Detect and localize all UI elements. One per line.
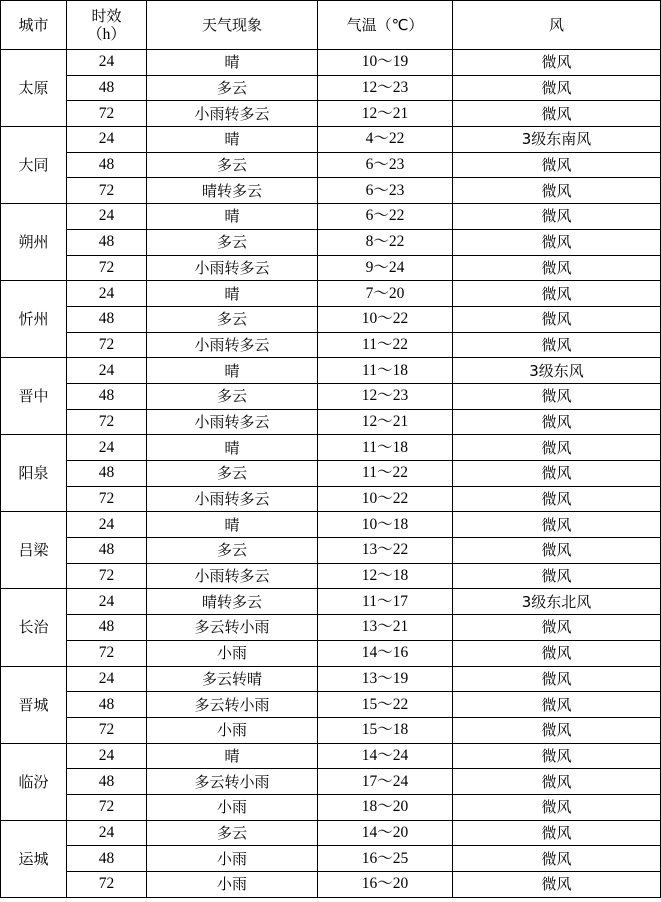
wind-cell: 微风	[453, 692, 661, 718]
wind-cell: 微风	[453, 846, 661, 872]
temp-cell: 13～21	[318, 615, 453, 641]
hour-cell: 24	[67, 435, 147, 461]
wind-cell: 微风	[453, 743, 661, 769]
weather-cell: 多云	[147, 538, 318, 564]
hour-cell: 72	[67, 178, 147, 204]
wind-cell: 微风	[453, 435, 661, 461]
temp-cell: 17～24	[318, 769, 453, 795]
table-row	[1, 692, 661, 718]
hour-cell: 72	[67, 332, 147, 358]
weather-cell: 晴转多云	[147, 589, 318, 615]
city-cell: 大同	[1, 127, 67, 204]
hour-cell: 48	[67, 152, 147, 178]
table-row	[1, 640, 661, 666]
hour-cell: 72	[67, 101, 147, 127]
wind-cell: 微风	[453, 383, 661, 409]
wind-cell: 微风	[453, 204, 661, 230]
city-cell: 晋中	[1, 358, 67, 435]
table-row	[1, 255, 661, 281]
hour-cell: 24	[67, 281, 147, 307]
wind-cell: 微风	[453, 409, 661, 435]
weather-cell: 多云	[147, 229, 318, 255]
weather-cell: 多云	[147, 75, 318, 101]
temp-cell: 13～22	[318, 538, 453, 564]
city-cell: 临汾	[1, 743, 67, 820]
wind-cell: 微风	[453, 538, 661, 564]
wind-cell: 微风	[453, 794, 661, 820]
temp-cell: 7～20	[318, 281, 453, 307]
hour-cell: 48	[67, 538, 147, 564]
table-row	[1, 101, 661, 127]
temp-cell: 10～22	[318, 486, 453, 512]
weather-cell: 小雨转多云	[147, 409, 318, 435]
hour-cell: 48	[67, 846, 147, 872]
table-row	[1, 229, 661, 255]
temp-cell: 14～24	[318, 743, 453, 769]
temp-cell: 11～18	[318, 435, 453, 461]
table-body	[1, 50, 661, 898]
table-row	[1, 332, 661, 358]
hour-cell: 24	[67, 820, 147, 846]
hour-cell: 72	[67, 794, 147, 820]
hour-cell: 24	[67, 743, 147, 769]
temp-cell: 15～18	[318, 717, 453, 743]
weather-cell: 小雨转多云	[147, 101, 318, 127]
temp-cell: 15～22	[318, 692, 453, 718]
weather-cell: 小雨	[147, 640, 318, 666]
city-cell: 太原	[1, 50, 67, 127]
weather-cell: 晴	[147, 50, 318, 76]
wind-cell: 3级东北风	[453, 589, 661, 615]
hour-cell: 24	[67, 358, 147, 384]
table-row	[1, 743, 661, 769]
temp-cell: 12～18	[318, 563, 453, 589]
table-row	[1, 846, 661, 872]
hour-cell: 48	[67, 461, 147, 487]
temp-cell: 16～25	[318, 846, 453, 872]
table-row	[1, 872, 661, 898]
table-row	[1, 409, 661, 435]
wind-cell: 微风	[453, 306, 661, 332]
weather-cell: 小雨	[147, 846, 318, 872]
table-row	[1, 281, 661, 307]
weather-cell: 多云	[147, 383, 318, 409]
table-row	[1, 50, 661, 76]
wind-cell: 微风	[453, 281, 661, 307]
wind-cell: 微风	[453, 512, 661, 538]
weather-cell: 多云	[147, 461, 318, 487]
weather-cell: 多云转小雨	[147, 769, 318, 795]
wind-cell: 微风	[453, 872, 661, 898]
header-wind: 风	[453, 1, 661, 50]
city-cell: 晋城	[1, 666, 67, 743]
wind-cell: 3级东南风	[453, 127, 661, 153]
table-row	[1, 435, 661, 461]
header-city: 城市	[1, 1, 67, 50]
weather-cell: 晴	[147, 281, 318, 307]
temp-cell: 6～23	[318, 152, 453, 178]
hour-cell: 48	[67, 229, 147, 255]
temp-cell: 14～16	[318, 640, 453, 666]
temp-cell: 16～20	[318, 872, 453, 898]
table-row	[1, 306, 661, 332]
weather-cell: 晴	[147, 127, 318, 153]
temp-cell: 9～24	[318, 255, 453, 281]
temp-cell: 12～21	[318, 101, 453, 127]
table-row	[1, 589, 661, 615]
temp-cell: 12～23	[318, 75, 453, 101]
city-cell: 朔州	[1, 204, 67, 281]
weather-cell: 晴	[147, 358, 318, 384]
wind-cell: 微风	[453, 820, 661, 846]
weather-cell: 晴	[147, 743, 318, 769]
table-row	[1, 358, 661, 384]
table-row	[1, 717, 661, 743]
table-row	[1, 152, 661, 178]
header-hour-line1: 时效	[91, 6, 122, 25]
wind-cell: 微风	[453, 666, 661, 692]
weather-cell: 晴	[147, 435, 318, 461]
temp-cell: 18～20	[318, 794, 453, 820]
hour-cell: 24	[67, 666, 147, 692]
wind-cell: 3级东风	[453, 358, 661, 384]
hour-cell: 72	[67, 640, 147, 666]
table-row	[1, 127, 661, 153]
table-row	[1, 512, 661, 538]
wind-cell: 微风	[453, 75, 661, 101]
wind-cell: 微风	[453, 229, 661, 255]
hour-cell: 48	[67, 692, 147, 718]
hour-cell: 48	[67, 769, 147, 795]
temp-cell: 6～23	[318, 178, 453, 204]
header-hour-line2: （h）	[87, 25, 126, 43]
temp-cell: 8～22	[318, 229, 453, 255]
hour-cell: 48	[67, 306, 147, 332]
weather-cell: 小雨	[147, 717, 318, 743]
temp-cell: 14～20	[318, 820, 453, 846]
table-row	[1, 204, 661, 230]
hour-cell: 72	[67, 486, 147, 512]
weather-cell: 多云转小雨	[147, 615, 318, 641]
wind-cell: 微风	[453, 332, 661, 358]
wind-cell: 微风	[453, 50, 661, 76]
wind-cell: 微风	[453, 640, 661, 666]
hour-cell: 72	[67, 872, 147, 898]
city-cell: 忻州	[1, 281, 67, 358]
table-row	[1, 383, 661, 409]
header-hour	[67, 1, 147, 50]
weather-cell: 多云	[147, 306, 318, 332]
hour-cell: 72	[67, 255, 147, 281]
wind-cell: 微风	[453, 178, 661, 204]
weather-cell: 小雨	[147, 794, 318, 820]
table-header	[1, 1, 661, 50]
wind-cell: 微风	[453, 615, 661, 641]
temp-cell: 11～22	[318, 332, 453, 358]
hour-cell: 48	[67, 383, 147, 409]
header-temp: 气温（℃）	[318, 1, 453, 50]
temp-cell: 10～18	[318, 512, 453, 538]
weather-cell: 小雨转多云	[147, 486, 318, 512]
weather-cell: 多云	[147, 820, 318, 846]
table-row	[1, 769, 661, 795]
temp-cell: 10～22	[318, 306, 453, 332]
weather-cell: 小雨转多云	[147, 563, 318, 589]
temp-cell: 4～22	[318, 127, 453, 153]
weather-cell: 多云转小雨	[147, 692, 318, 718]
weather-cell: 晴转多云	[147, 178, 318, 204]
table-row	[1, 563, 661, 589]
table-row	[1, 615, 661, 641]
wind-cell: 微风	[453, 486, 661, 512]
temp-cell: 12～21	[318, 409, 453, 435]
temp-cell: 11～18	[318, 358, 453, 384]
weather-cell: 晴	[147, 512, 318, 538]
hour-cell: 24	[67, 204, 147, 230]
hour-cell: 24	[67, 127, 147, 153]
hour-cell: 24	[67, 512, 147, 538]
temp-cell: 12～23	[318, 383, 453, 409]
wind-cell: 微风	[453, 769, 661, 795]
weather-cell: 小雨转多云	[147, 332, 318, 358]
table-row	[1, 486, 661, 512]
city-cell: 长治	[1, 589, 67, 666]
wind-cell: 微风	[453, 255, 661, 281]
wind-cell: 微风	[453, 717, 661, 743]
wind-cell: 微风	[453, 461, 661, 487]
city-cell: 吕梁	[1, 512, 67, 589]
table-row	[1, 178, 661, 204]
header-row	[1, 1, 661, 50]
hour-cell: 72	[67, 563, 147, 589]
temp-cell: 13～19	[318, 666, 453, 692]
hour-cell: 48	[67, 615, 147, 641]
table-row	[1, 820, 661, 846]
wind-cell: 微风	[453, 152, 661, 178]
weather-cell: 多云	[147, 152, 318, 178]
weather-cell: 晴	[147, 204, 318, 230]
hour-cell: 48	[67, 75, 147, 101]
hour-cell: 72	[67, 409, 147, 435]
temp-cell: 11～17	[318, 589, 453, 615]
city-cell: 阳泉	[1, 435, 67, 512]
hour-cell: 72	[67, 717, 147, 743]
wind-cell: 微风	[453, 563, 661, 589]
header-weather: 天气现象	[147, 1, 318, 50]
city-cell: 运城	[1, 820, 67, 897]
hour-cell: 24	[67, 589, 147, 615]
table-row	[1, 666, 661, 692]
weather-cell: 小雨	[147, 872, 318, 898]
hour-cell: 24	[67, 50, 147, 76]
temp-cell: 6～22	[318, 204, 453, 230]
weather-cell: 多云转晴	[147, 666, 318, 692]
table-row	[1, 794, 661, 820]
temp-cell: 11～22	[318, 461, 453, 487]
table-row	[1, 538, 661, 564]
weather-cell: 小雨转多云	[147, 255, 318, 281]
temp-cell: 10～19	[318, 50, 453, 76]
table-row	[1, 461, 661, 487]
wind-cell: 微风	[453, 101, 661, 127]
table-row	[1, 75, 661, 101]
